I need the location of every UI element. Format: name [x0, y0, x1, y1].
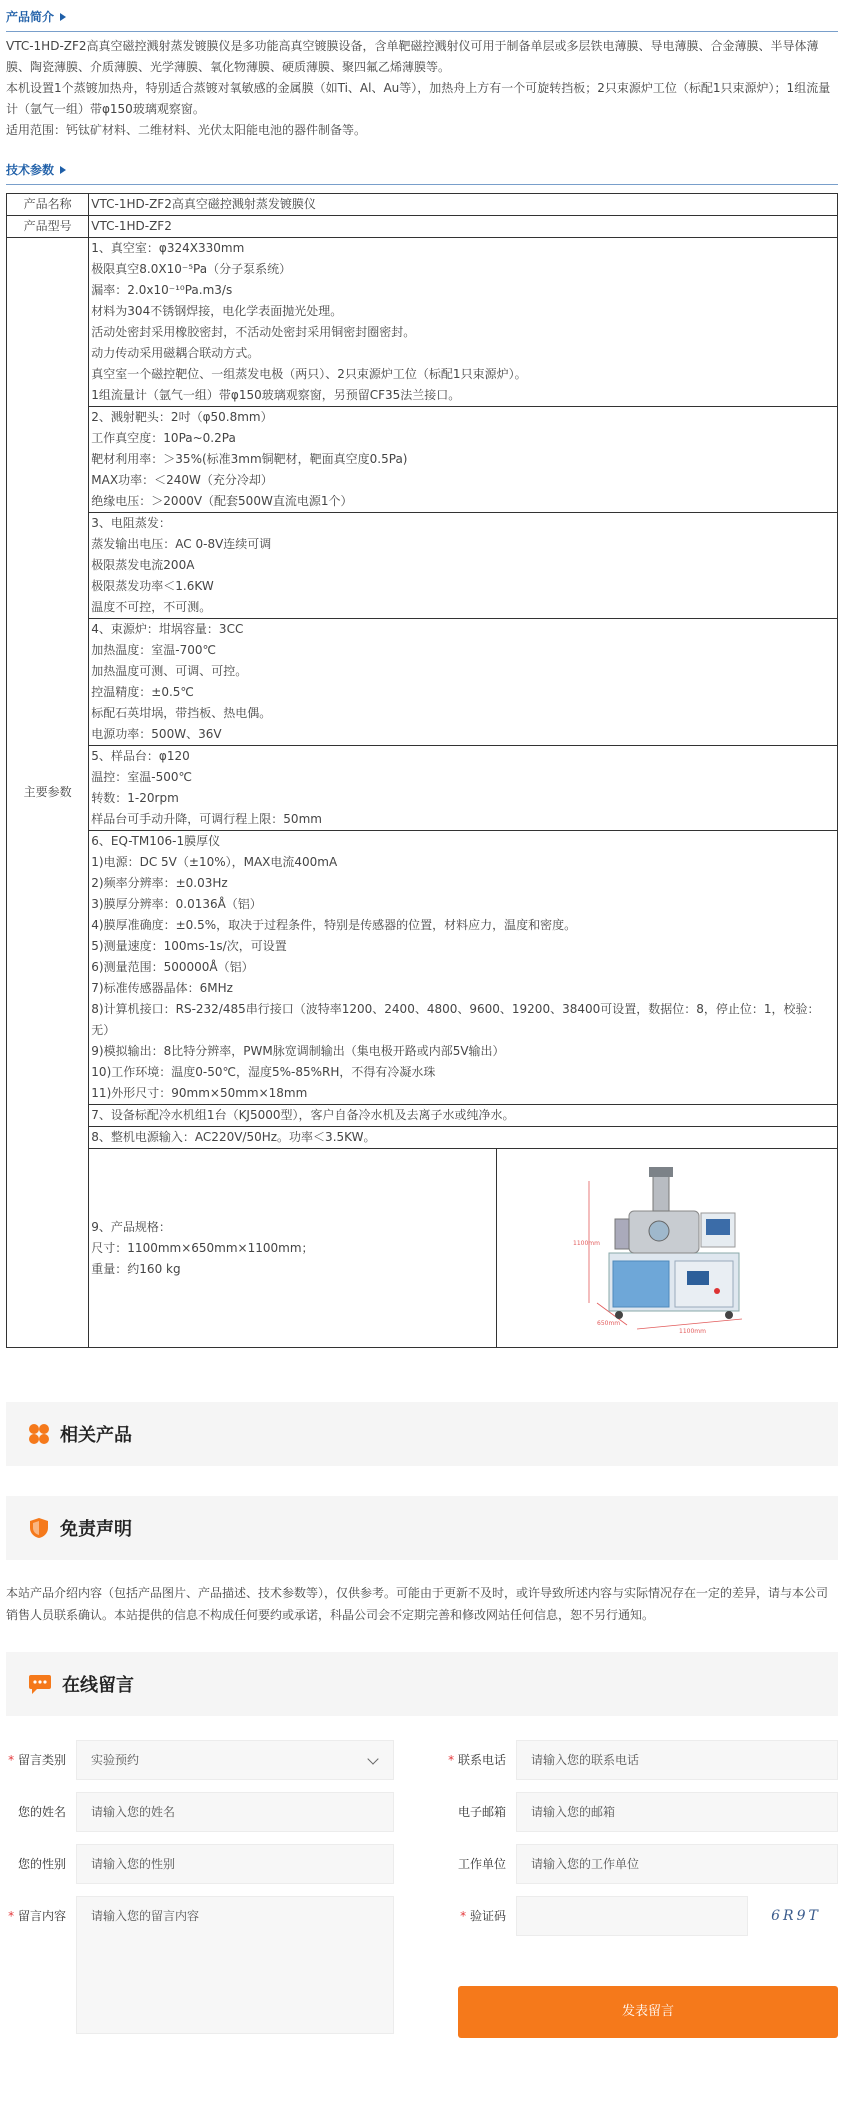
param-line: 9)模拟输出：8比特分辨率，PWM脉宽调制输出（集电极开路或内部5V输出）: [91, 1044, 505, 1058]
table-row: [7, 216, 838, 238]
company-input[interactable]: 请输入您的工作单位: [516, 1844, 838, 1884]
captcha-input[interactable]: [516, 1896, 748, 1936]
param-line: 3、电阻蒸发：: [91, 516, 171, 530]
related-title: 相关产品: [60, 1425, 132, 1446]
param-line: 9、产品规格：: [91, 1219, 171, 1234]
category-selected-value: 实验预约: [91, 1753, 140, 1767]
param-line: 靶材利用率：＞35%(标准3mm铜靶材，靶面真空度0.5Pa): [91, 452, 408, 466]
param-group-7: 7、设备标配冷水机组1台（KJ5000型），客户自备冷水机及去离子水或纯净水。: [89, 1105, 838, 1127]
param-line: 11)外形尺寸：90mm×50mm×18mm: [91, 1086, 308, 1100]
param-line: 6、EQ-TM106-1膜厚仪: [91, 834, 221, 848]
param-line: 尺寸：1100mm×650mm×1100mm；: [91, 1240, 314, 1255]
param-line: 4)膜厚准确度：±0.5%，取决于过程条件，特别是传感器的位置，材料应力，温度和密度。: [91, 918, 577, 932]
message-header: [6, 1652, 838, 1716]
shield-icon: [28, 1517, 50, 1539]
intro-text: [0, 32, 844, 141]
param-line: MAX功率：＜240W（充分冷却）: [91, 473, 273, 487]
category-select[interactable]: [76, 1740, 394, 1780]
content-textarea[interactable]: 请输入您的留言内容: [76, 1896, 394, 2034]
message-title: 在线留言: [62, 1675, 134, 1696]
param-group-4: [89, 619, 838, 746]
param-line: 极限蒸发功率＜1.6KW: [91, 579, 214, 593]
category-label: * 留言类别: [8, 1753, 66, 1767]
table-row: [7, 194, 838, 216]
params-title-text: 技术参数: [6, 163, 55, 177]
disclaimer-header: [6, 1496, 838, 1560]
param-line: 1、真空室：φ324X330mm: [91, 241, 245, 255]
param-group-1: [89, 238, 838, 407]
cell-label: 产品名称: [7, 194, 89, 216]
param-line: 5、样品台：φ120: [91, 749, 190, 763]
param-group-2: [89, 407, 838, 513]
param-line: 加热温度：室温-700℃: [91, 643, 217, 657]
cell-value: VTC-1HD-ZF2: [89, 216, 838, 238]
cell-label-main: 主要参数: [7, 238, 89, 1348]
company-label: 工作单位: [457, 1857, 506, 1871]
table-row: [7, 1105, 838, 1127]
submit-message-button[interactable]: 发表留言: [458, 1986, 838, 2038]
section-title-intro: [0, 0, 844, 31]
dim-depth-label: 650mm: [596, 1320, 621, 1327]
dim-width-label: 1100mm: [678, 1328, 706, 1335]
param-line: 10)工作环境：温度0-50℃，湿度5%-85%RH，不得有冷凝水珠: [91, 1065, 436, 1079]
phone-label: * 联系电话: [448, 1753, 506, 1767]
triangle-right-icon: [60, 13, 66, 21]
param-line: 材料为304不锈钢焊接，电化学表面抛光处理。: [91, 304, 343, 318]
param-line: 绝缘电压：＞2000V（配套500W直流电源1个）: [91, 494, 353, 508]
param-group-9: [89, 1149, 496, 1348]
param-line: 8)计算机接口：RS-232/485串行接口（波特率1200、2400、4800、9600、19200、38400可设置，数据位：8，停止位：1，校验：无）: [91, 1002, 820, 1037]
param-line: 真空室一个磁控靶位、一组蒸发电极（两只）、2只束源炉工位（标配1只束源炉）。: [91, 367, 527, 381]
gender-input[interactable]: 请输入您的性别: [76, 1844, 394, 1884]
message-form: [6, 1728, 838, 2058]
divider: [6, 184, 838, 185]
machine-image-cell: [496, 1149, 837, 1348]
table-row: [7, 407, 838, 513]
grid-icon: [28, 1423, 50, 1445]
param-line: 动力传动采用磁耦合联动方式。: [91, 346, 260, 360]
table-row: [7, 746, 838, 831]
param-line: 2)频率分辨率：±0.03Hz: [91, 876, 228, 890]
param-line: 4、束源炉：坩埚容量：3CC: [91, 622, 244, 636]
param-line: 活动处密封采用橡胶密封，不活动处密封采用铜密封圈密封。: [91, 325, 416, 339]
machine-image: [499, 1149, 835, 1347]
param-line: 7)标准传感器晶体：6MHz: [91, 981, 233, 995]
param-line: 标配石英坩埚，带挡板、热电偶。: [91, 706, 272, 720]
param-line: 温控：室温-500℃: [91, 770, 193, 784]
name-input[interactable]: 请输入您的姓名: [76, 1792, 394, 1832]
table-row: [7, 831, 838, 1105]
param-line: 温度不可控，不可测。: [91, 600, 212, 614]
divider: [6, 31, 838, 32]
name-label: 您的姓名: [17, 1805, 66, 1819]
table-row: [7, 513, 838, 619]
intro-title-text: 产品简介: [6, 10, 55, 24]
table-row: [7, 238, 838, 407]
param-line: 漏率：2.0x10⁻¹⁰Pa.m3/s: [91, 283, 233, 297]
spec-table: [6, 193, 838, 1348]
param-group-6: [89, 831, 838, 1105]
param-group-5: [89, 746, 838, 831]
param-line: 样品台可手动升降，可调行程上限：50mm: [91, 812, 322, 826]
param-line: 1组流量计（氩气一组）带φ150玻璃观察窗，另预留CF35法兰接口。: [91, 388, 461, 402]
content-label: * 留言内容: [8, 1909, 66, 1923]
form-row: [6, 1792, 838, 1832]
param-line: 5)测量速度：100ms-1s/次，可设置: [91, 939, 287, 953]
intro-line: 本机设置1个蒸镀加热舟，特别适合蒸镀对氧敏感的金属膜（如Ti、Al、Au等），加热舟上方有一个可旋转挡板；2只束源炉工位（标配1只束源炉）；1组流量计（氩气一组）带φ150玻璃观察窗。: [6, 81, 831, 116]
param-group-3: [89, 513, 838, 619]
related-products-header: [6, 1402, 838, 1466]
machine-illustration: [567, 1153, 767, 1343]
form-row: [6, 1844, 838, 1884]
table-row: [7, 1127, 838, 1149]
param-line: 2、溅射靶头：2吋（φ50.8mm）: [91, 410, 273, 424]
param-line: 重量：约160 kg: [91, 1261, 181, 1276]
table-row: [7, 1149, 838, 1348]
param-line: 1)电源：DC 5V（±10%），MAX电流400mA: [91, 855, 338, 869]
param-line: 极限真空8.0X10⁻⁵Pa（分子泵系统）: [91, 262, 292, 276]
param-line: 控温精度：±0.5℃: [91, 685, 194, 699]
gender-label: 您的性别: [17, 1857, 66, 1871]
param-line: 电源功率：500W、36V: [91, 727, 222, 741]
form-row: [6, 1740, 838, 1780]
param-group-8: 8、整机电源输入：AC220V/50Hz。功率＜3.5KW。: [89, 1127, 838, 1149]
param-line: 加热温度可测、可调、可控。: [91, 664, 248, 678]
param-line: 6)测量范围：500000Å（铝）: [91, 960, 254, 974]
email-label: 电子邮箱: [457, 1805, 506, 1819]
section-title-params: [0, 153, 844, 184]
email-input[interactable]: 请输入您的邮箱: [516, 1792, 838, 1832]
captcha-label: * 验证码: [460, 1909, 506, 1923]
triangle-right-icon: [60, 166, 66, 174]
phone-input[interactable]: 请输入您的联系电话: [516, 1740, 838, 1780]
captcha-image[interactable]: 6R9T: [771, 1908, 821, 1924]
param-line: 3)膜厚分辨率：0.0136Å（铝）: [91, 897, 262, 911]
param-line: 转数：1-20rpm: [91, 791, 179, 805]
param-line: 工作真空度：10Pa~0.2Pa: [91, 431, 236, 445]
table-row: [7, 619, 838, 746]
intro-line: VTC-1HD-ZF2高真空磁控溅射蒸发镀膜仪是多功能高真空镀膜设备，含单靶磁控溅射仪可用于制备单层或多层铁电薄膜、导电薄膜、合金薄膜、半导体薄膜、陶瓷薄膜、介质薄膜、光学薄膜、氧化物薄膜、硬质薄膜、聚四氟乙烯薄膜等。: [6, 39, 819, 74]
disclaimer-text: 本站产品介绍内容（包括产品图片、产品描述、技术参数等），仅供参考。可能由于更新不及时，或许导致所述内容与实际情况存在一定的差异，请与本公司销售人员联系确认。本站提供的信息不构成任何要约或承诺，科晶公司会不定期完善和修改网站任何信息，恕不另行通知。: [6, 1586, 829, 1622]
dim-height-label: 1100mm: [572, 1240, 600, 1247]
cell-label: 产品型号: [7, 216, 89, 238]
cell-value: VTC-1HD-ZF2高真空磁控溅射蒸发镀膜仪: [89, 194, 838, 216]
param-line: 蒸发输出电压：AC 0-8V连续可调: [91, 537, 272, 551]
param-line: 极限蒸发电流200A: [91, 558, 195, 572]
disclaimer-title: 免责声明: [60, 1519, 132, 1540]
chat-bubble-icon: [28, 1673, 52, 1695]
intro-line: 适用范围：钙钛矿材料、二维材料、光伏太阳能电池的器件制备等。: [6, 123, 367, 137]
chevron-down-icon: [367, 1753, 378, 1764]
